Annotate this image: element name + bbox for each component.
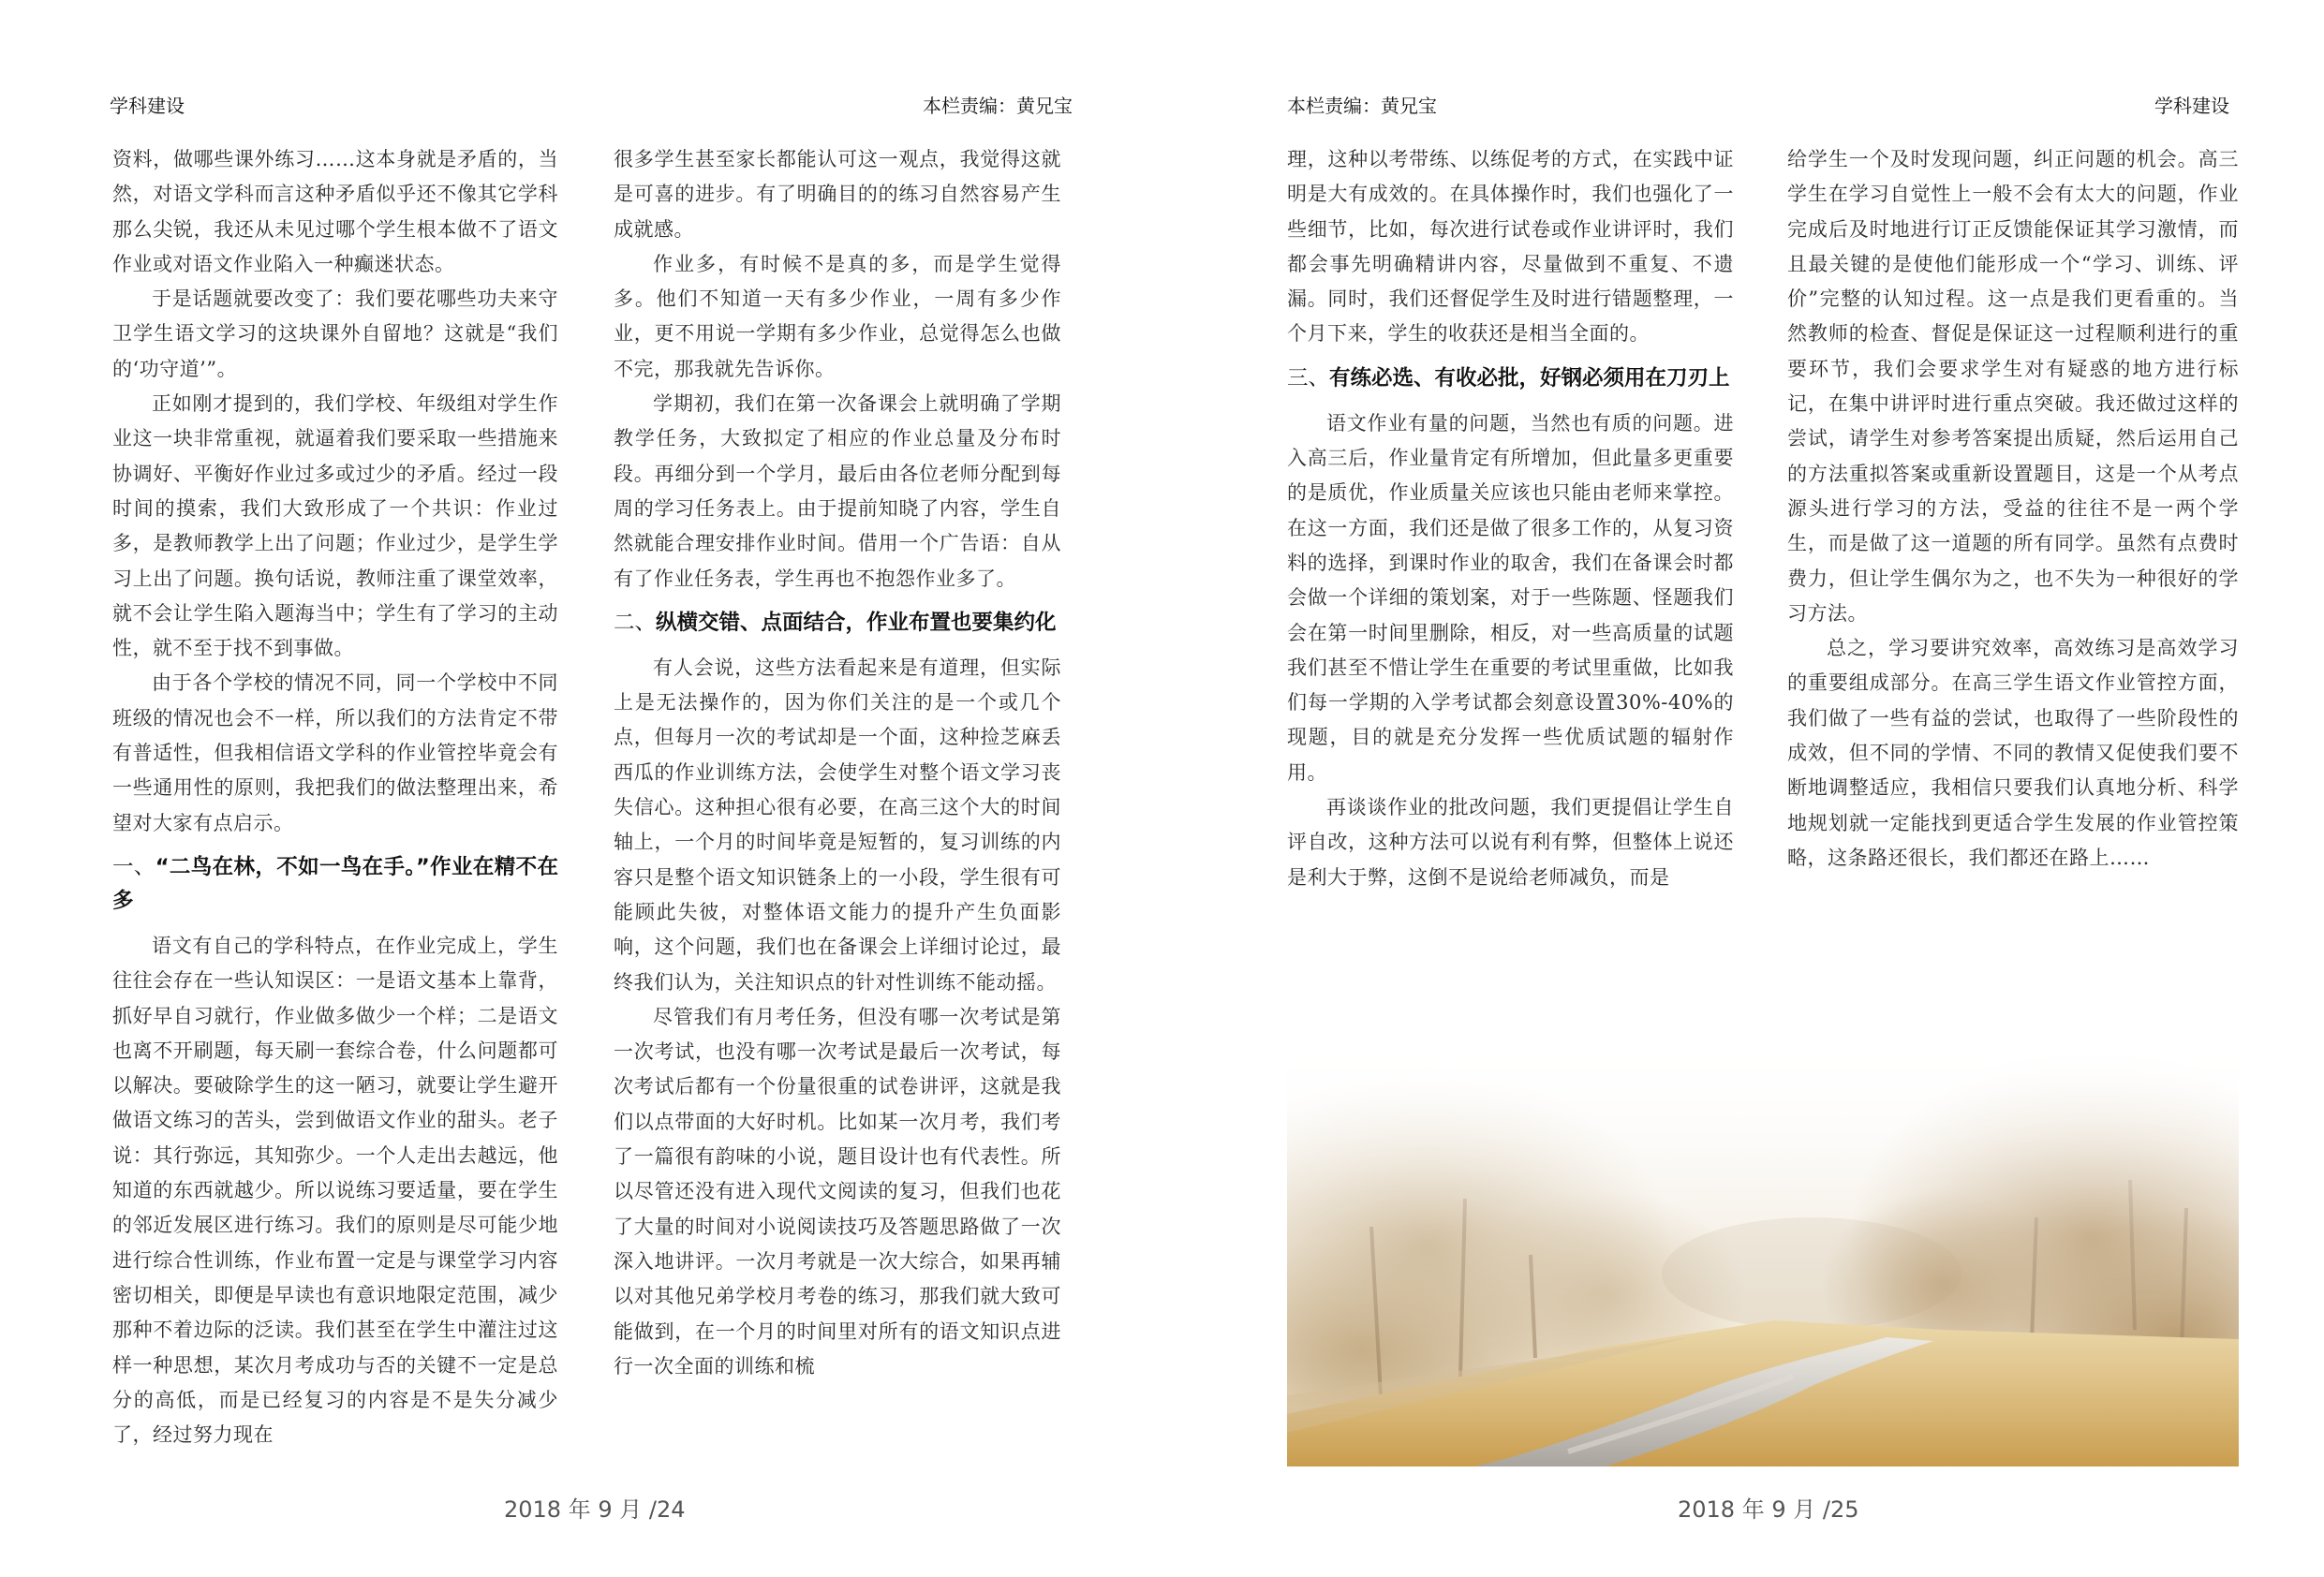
section-label: 学科建设 [2154, 95, 2229, 117]
misty-road-photo [1287, 1039, 2239, 1466]
body-paragraph: 资料，做哪些课外练习……这本身就是矛盾的，当然，对语文学科而言这种矛盾似乎还不像其它学科那么尖锐，我还从未见过哪个学生根本做不了语文作业或对语文作业陷入一种癫迷状态。 [112, 148, 558, 275]
section-title: “二鸟在林，不如一鸟在手。”作业在精不在多 [112, 854, 558, 913]
section-label: 学科建设 [110, 95, 185, 117]
section-heading [1287, 361, 1734, 395]
body-paragraph: 于是话题就要改变了：我们要花哪些功夫来守卫学生语文学习的这块课外自留地？这就是“我们的‘功守道’”。 [112, 287, 558, 380]
page-number: 2018 年 9 月 /25 [1678, 1496, 1859, 1523]
body-paragraph: 有人会说，这些方法看起来是有道理，但实际上是无法操作的，因为你们关注的是一个或几个点，但每月一次的考试却是一个面，这种捡芝麻丢西瓜的作业训练方法，会使学生对整个语文学习丧失信心。这种担心很有必要，在高三这个大的时间轴上，一个月的时间毕竟是短暂的，复习训练的内容只是整个语文知识链条上的一小段，学生很有可能顾此失彼，对整体语文能力的提升产生负面影响，这个问题，我们也在备课会上详细讨论过，最终我们认为，关注知识点的针对性训练不能动摇。 [614, 656, 1061, 994]
body-paragraph: 语文作业有量的问题，当然也有质的问题。进入高三后，作业量肯定有所增加，但此量多更重要的是质优，作业质量关应该也只能由老师来掌控。在这一方面，我们还是做了很多工作的，从复习资料的选择，到课时作业的取舍，我们在备课会时都会做一个详细的策划案，对于一些陈题、怪题我们会在第一时间里删除，相反，对一些高质量的试题我们甚至不惜让学生在重要的考试里重做，比如我们每一学期的入学考试都会刻意设置30%-40%的现题，目的就是充分发挥一些优质试题的辐射作用。 [1287, 411, 1734, 784]
body-paragraph: 语文有自己的学科特点，在作业完成上，学生往往会存在一些认知误区：一是语文基本上靠背，抓好早自习就行，作业做多做少一个样；二是语文也离不开刷题，每天刷一套综合卷，什么问题都可以解决。要破除学生的这一陋习，就要让学生避开做语文练习的苦头，尝到做语文作业的甜头。老子说：其行弥远，其知弥少。一个人走出去越远，他知道的东西就越少。所以说练习要适量，要在学生的邻近发展区进行练习。我们的原则是尽可能少地进行综合性训练，作业布置一定是与课堂学习内容密切相关，即便是早读也有意识地限定范围，减少那种不着边际的泛读。我们甚至在学生中灌注过这样一种思想，某次月考成功与否的关键不一定是总分的高低，而是已经复习的内容是不是失分减少了，经过努力现在 [112, 934, 558, 1447]
body-paragraph: 总之，学习要讲究效率，高效练习是高效学习的重要组成部分。在高三学生语文作业管控方面，我们做了一些有益的尝试，也取得了一些阶段性的成效，但不同的学情、不同的教情又促使我们要不断地调整适应，我相信只要我们认真地分析、科学地规划就一定能找到更适合学生发展的作业管控策略，这条路还很长，我们都还在路上…… [1787, 637, 2239, 869]
page-number: 2018 年 9 月 /24 [504, 1496, 686, 1523]
body-paragraph: 给学生一个及时发现问题，纠正问题的机会。高三学生在学习自觉性上一般不会有太大的问题，作业完成后及时地进行订正反馈能保证其学习激情，而且最关键的是使他们能形成一个“学习、训练、评价”完整的认知过程。这一点是我们更看重的。当然教师的检查、督促是保证这一过程顺利进行的重要环节，我们会要求学生对有疑惑的地方进行标记，在集中讲评时进行重点突破。我还做过这样的尝试，请学生对参考答案提出质疑，然后运用自己的方法重拟答案或重新设置题目，这是一个从考点源头进行学习的方法，受益的往往不是一两个学生，而是做了这一道题的所有同学。虽然有点费时费力，但让学生偶尔为之，也不失为一种很好的学习方法。 [1787, 148, 2239, 625]
body-paragraph: 很多学生甚至家长都能认可这一观点，我觉得这就是可喜的进步。有了明确目的的练习自然容易产生成就感。 [614, 148, 1061, 241]
editor-credit: 本栏责编：黄兄宝 [923, 95, 1073, 117]
section-number: 三、 [1287, 365, 1330, 391]
section-title: 有练必选、有收必批，好钢必须用在刀刃上 [1329, 365, 1730, 391]
text-column-2 [614, 142, 1061, 1384]
section-heading [112, 850, 558, 918]
photo-illustration [1287, 1039, 2239, 1466]
text-column-3 [1287, 142, 1734, 895]
body-paragraph: 再谈谈作业的批改问题，我们更提倡让学生自评自改，这种方法可以说有利有弊，但整体上说还是利大于弊，这倒不是说给老师减负，而是 [1287, 796, 1734, 889]
section-number: 一、 [112, 854, 155, 879]
body-paragraph: 学期初，我们在第一次备课会上就明确了学期教学任务，大致拟定了相应的作业总量及分布时段。再细分到一个学月，最后由各位老师分配到每周的学习任务表上。由于提前知晓了内容，学生自然就能合理安排作业时间。借用一个广告语：自从有了作业任务表，学生再也不抱怨作业多了。 [614, 392, 1061, 590]
body-paragraph: 正如刚才提到的，我们学校、年级组对学生作业这一块非常重视，就逼着我们要采取一些措施来协调好、平衡好作业过多或过少的矛盾。经过一段时间的摸索，我们大致形成了一个共识：作业过多，是教师教学上出了问题；作业过少，是学生学习上出了问题。换句话说，教师注重了课堂效率，就不会让学生陷入题海当中；学生有了学习的主动性，就不至于找不到事做。 [112, 392, 558, 660]
body-paragraph: 理，这种以考带练、以练促考的方式，在实践中证明是大有成效的。在具体操作时，我们也强化了一些细节，比如，每次进行试卷或作业讲评时，我们都会事先明确精讲内容，尽量做到不重复、不遗漏。同时，我们还督促学生及时进行错题整理，一个月下来，学生的收获还是相当全面的。 [1287, 148, 1734, 346]
body-paragraph: 尽管我们有月考任务，但没有哪一次考试是第一次考试，也没有哪一次考试是最后一次考试，每次考试后都有一个份量很重的试卷讲评，这就是我们以点带面的大好时机。比如某一次月考，我们考了一篇很有韵味的小说，题目设计也有代表性。所以尽管还没有进入现代文阅读的复习，但我们也花了大量的时间对小说阅读技巧及答题思路做了一次深入地讲评。一次月考就是一次大综合，如果再辅以对其他兄弟学校月考卷的练习，那我们就大致可能做到，在一个月的时间里对所有的语文知识点进行一次全面的训练和梳 [614, 1005, 1061, 1378]
body-paragraph: 由于各个学校的情况不同，同一个学校中不同班级的情况也会不一样，所以我们的方法肯定不带有普适性，但我相信语文学科的作业管控毕竟会有一些通用性的原则，我把我们的做法整理出来，希望对大家有点启示。 [112, 671, 558, 834]
section-heading [614, 606, 1061, 640]
body-paragraph: 作业多，有时候不是真的多，而是学生觉得多。他们不知道一天有多少作业，一周有多少作业，更不用说一学期有多少作业，总觉得怎么也做不完，那我就先告诉你。 [614, 252, 1061, 380]
editor-credit: 本栏责编：黄兄宝 [1287, 95, 1437, 117]
text-column-4 [1787, 142, 2239, 876]
section-number: 二、 [614, 610, 657, 635]
text-column-1 [112, 142, 558, 1452]
section-title: 纵横交错、点面结合，作业布置也要集约化 [656, 610, 1057, 635]
